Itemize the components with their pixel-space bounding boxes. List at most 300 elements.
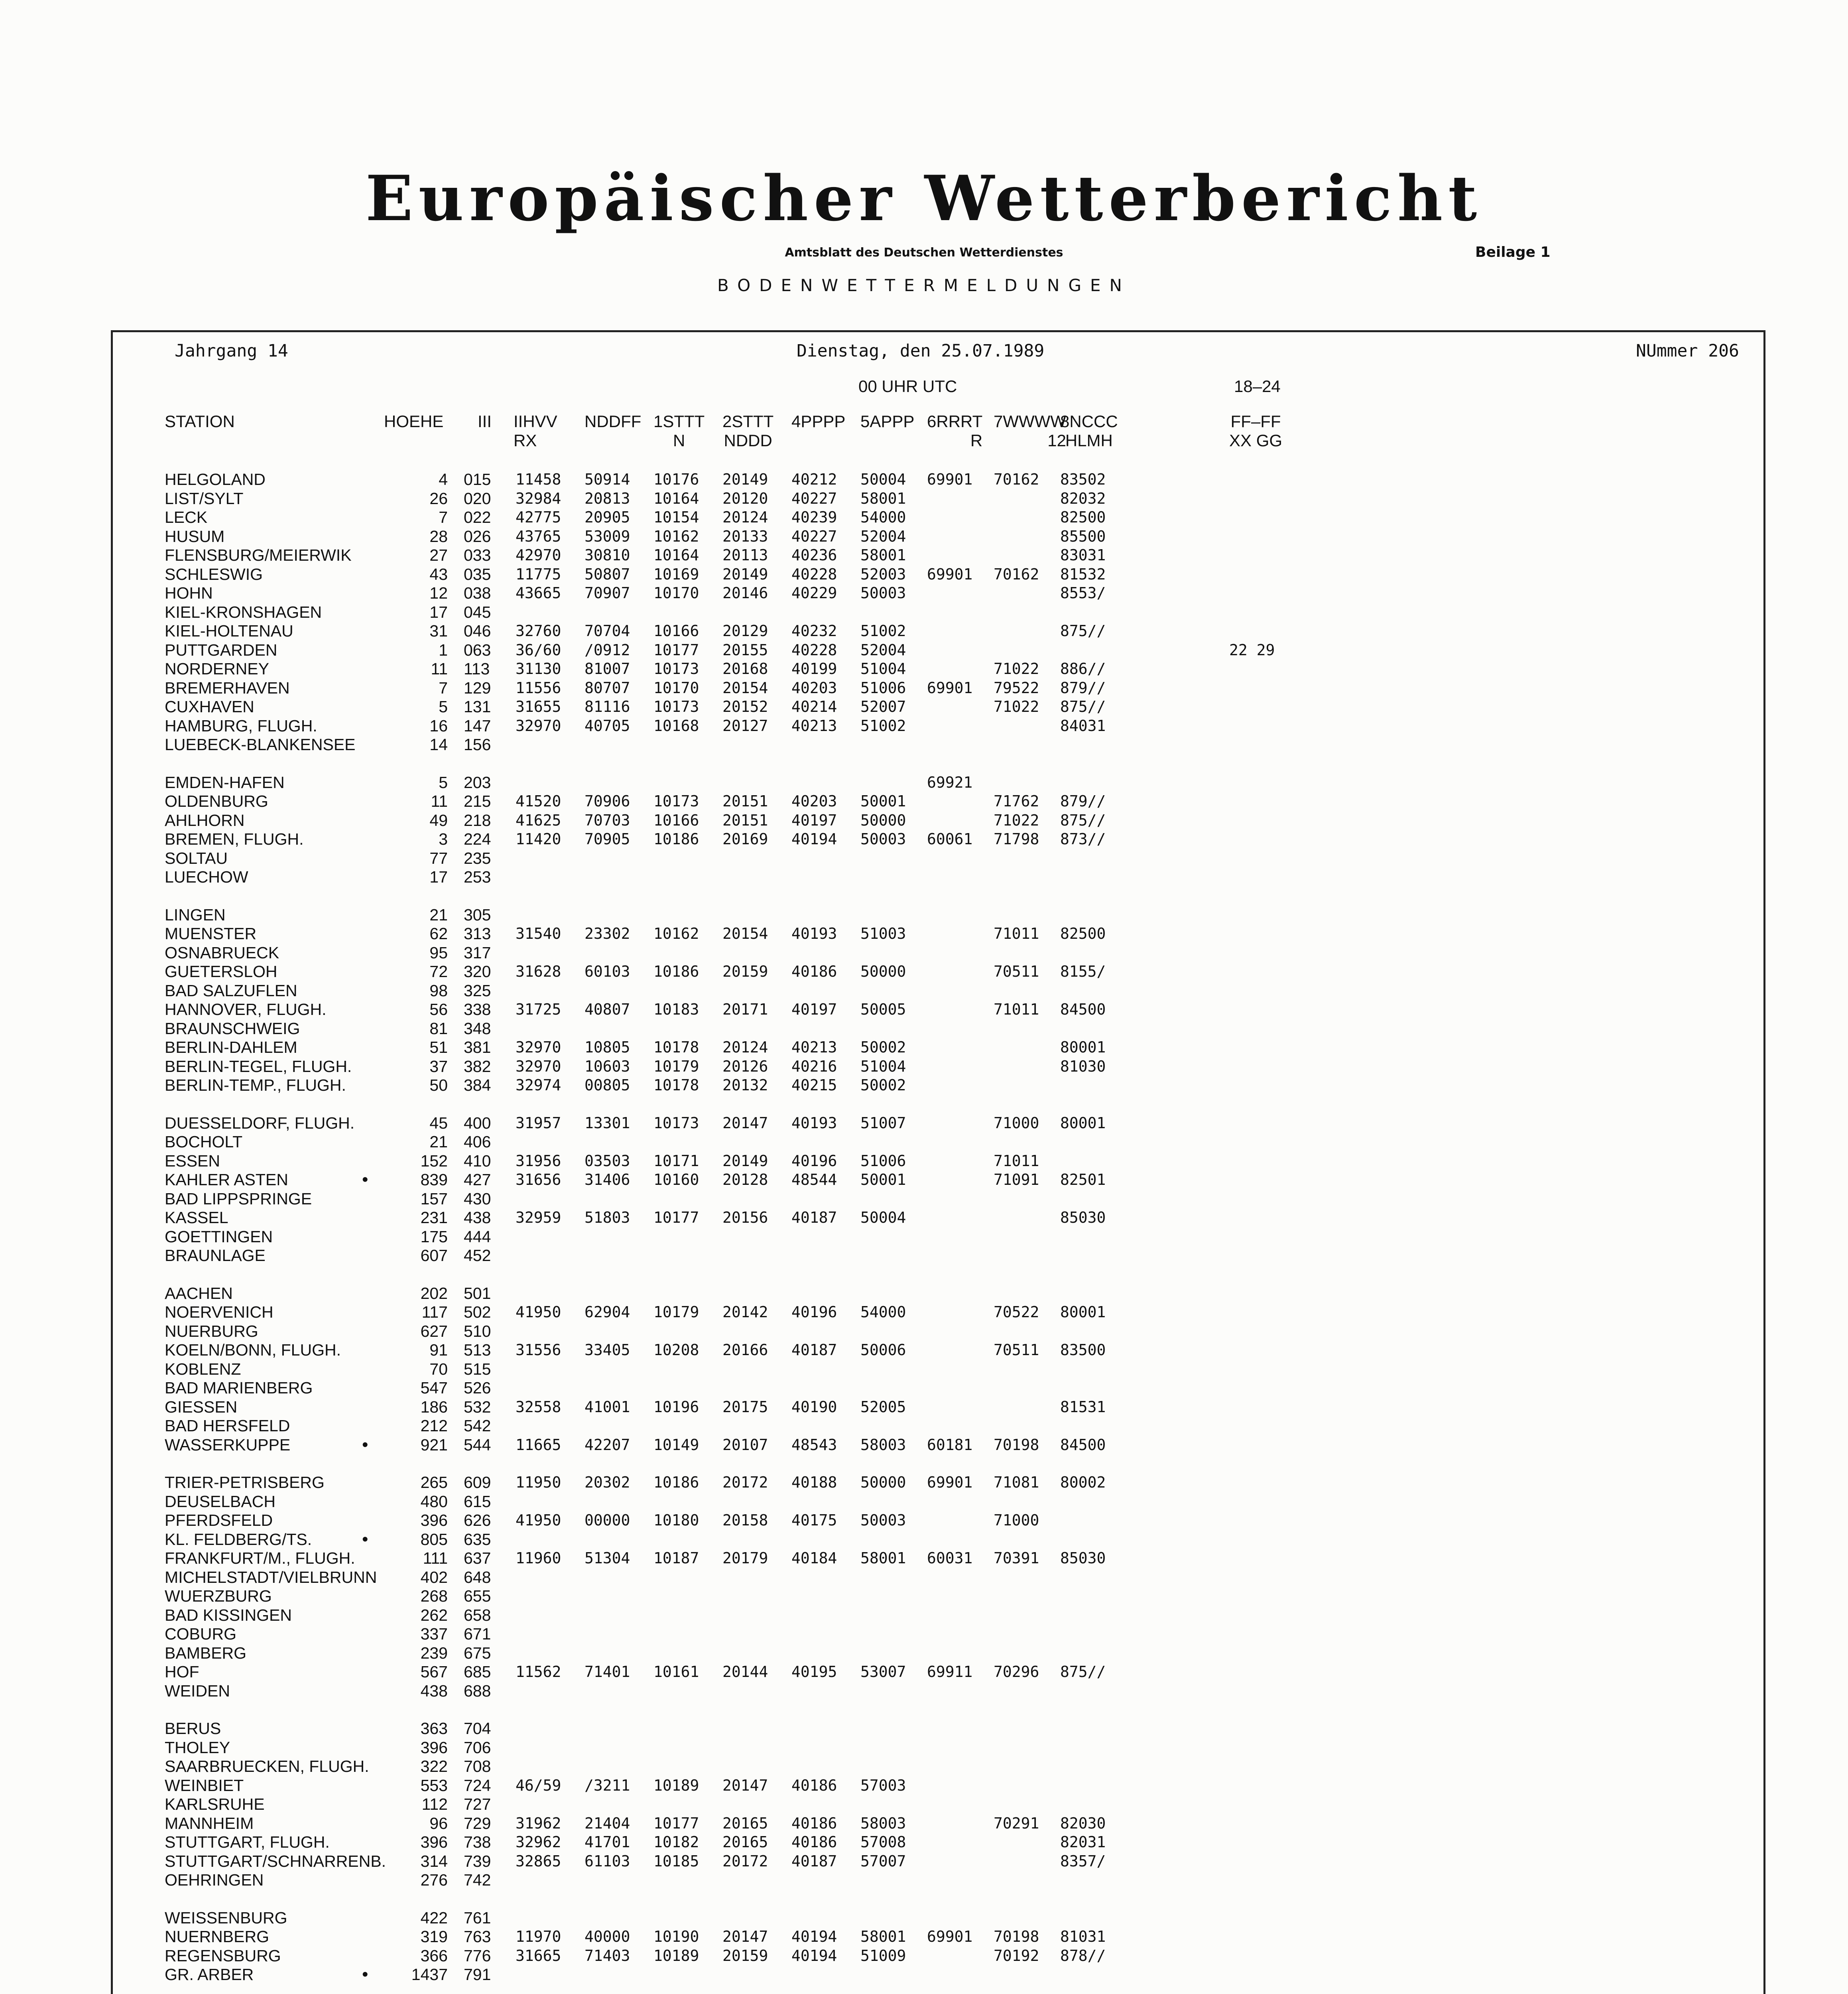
station-height: 265 <box>420 1473 448 1492</box>
code-group: 54000 <box>860 508 906 526</box>
code-group: 50006 <box>860 1341 906 1359</box>
station-name: DUESSELDORF, FLUGH. <box>165 1113 355 1132</box>
table-row <box>113 1246 1763 1265</box>
code-group: 20172 <box>722 1852 768 1870</box>
station-name: KASSEL <box>165 1208 228 1227</box>
code-group: 20154 <box>722 679 768 697</box>
code-group: 10177 <box>653 1209 699 1226</box>
code-group: 41950 <box>516 1511 561 1529</box>
table-row <box>113 1397 1763 1417</box>
station-id: 763 <box>464 1927 491 1946</box>
station-list <box>113 470 1763 1994</box>
code-group: 875// <box>1060 698 1106 715</box>
station-id: 320 <box>464 962 491 981</box>
code-group: 57007 <box>860 1852 906 1870</box>
code-group: 20159 <box>722 1947 768 1964</box>
code-group: 13301 <box>585 1114 630 1132</box>
code-group: 40232 <box>791 622 837 640</box>
code-group: 71011 <box>994 925 1039 942</box>
station-height: 363 <box>420 1719 448 1738</box>
station-height: 5 <box>439 773 448 792</box>
code-group: 00000 <box>585 1511 630 1529</box>
code-group: 57008 <box>860 1833 906 1851</box>
code-group: 71403 <box>585 1947 630 1964</box>
code-group: 80002 <box>1060 1474 1106 1491</box>
code-group: 40175 <box>791 1511 837 1529</box>
station-name: OSNABRUECK <box>165 943 279 962</box>
code-group: 875// <box>1060 622 1106 640</box>
station-name: SOLTAU <box>165 849 228 867</box>
station-id: 526 <box>464 1379 491 1397</box>
table-row <box>113 603 1763 622</box>
table-row <box>113 849 1763 868</box>
code-group: 58001 <box>860 489 906 507</box>
code-group: 20149 <box>722 565 768 583</box>
code-group: 70704 <box>585 622 630 640</box>
code-group: 31665 <box>516 1947 561 1964</box>
station-name: SAARBRUECKEN, FLUGH. <box>165 1757 369 1775</box>
code-group: 51002 <box>860 717 906 735</box>
wind-gust: 22 29 <box>1229 641 1275 659</box>
code-group: 70162 <box>994 565 1039 583</box>
station-name: PUTTGARDEN <box>165 640 277 659</box>
station-height: 28 <box>429 527 448 546</box>
table-row <box>113 1965 1763 1984</box>
code-group: 41701 <box>585 1833 630 1851</box>
code-group: 31725 <box>516 1001 561 1018</box>
table-row <box>113 1738 1763 1757</box>
code-group: 10185 <box>653 1852 699 1870</box>
code-group: 10182 <box>653 1833 699 1851</box>
code-group: 70198 <box>994 1436 1039 1454</box>
station-id: 113 <box>464 660 490 678</box>
table-row <box>113 924 1763 943</box>
station-name: LINGEN <box>165 905 226 924</box>
code-group: 40212 <box>791 471 837 488</box>
station-id: 015 <box>464 470 491 489</box>
code-group: 71011 <box>994 1152 1039 1170</box>
station-height: 268 <box>420 1587 448 1605</box>
code-group: 10162 <box>653 527 699 545</box>
code-group: 20151 <box>722 811 768 829</box>
station-name: SCHLESWIG <box>165 565 263 583</box>
col-header-g3: 1STTT N <box>653 412 705 450</box>
code-group: 10160 <box>653 1171 699 1188</box>
col-header-g6: 5APPP <box>860 412 915 431</box>
table-row <box>113 1340 1763 1360</box>
station-height: 37 <box>429 1057 448 1076</box>
code-group: 70391 <box>994 1549 1039 1567</box>
station-name: HELGOLAND <box>165 470 266 489</box>
station-name: MUENSTER <box>165 924 257 943</box>
table-row <box>113 1322 1763 1341</box>
station-id: 026 <box>464 527 491 546</box>
code-group: 10186 <box>653 1474 699 1491</box>
table-row <box>113 1757 1763 1776</box>
table-row <box>113 792 1763 811</box>
code-group: 71011 <box>994 1001 1039 1018</box>
station-height: 7 <box>439 508 448 526</box>
code-group: 81007 <box>585 660 630 678</box>
table-row <box>113 1795 1763 1814</box>
code-group: 20133 <box>722 527 768 545</box>
station-height: 70 <box>429 1360 448 1378</box>
code-group: 20168 <box>722 660 768 678</box>
station-id: 708 <box>464 1757 491 1775</box>
code-group: 10170 <box>653 584 699 602</box>
code-group: 10173 <box>653 660 699 678</box>
station-height: 77 <box>429 849 448 867</box>
code-group: 53009 <box>585 527 630 545</box>
code-group: 10190 <box>653 1928 699 1945</box>
station-id: 305 <box>464 905 491 924</box>
station-id: 203 <box>464 773 491 792</box>
code-group: 31406 <box>585 1171 630 1188</box>
issue-number: NUmmer 206 <box>1636 341 1739 361</box>
table-row <box>113 508 1763 527</box>
code-group: 11960 <box>516 1549 561 1567</box>
code-group: 20146 <box>722 584 768 602</box>
station-height: 422 <box>420 1908 448 1927</box>
station-height: 212 <box>420 1417 448 1435</box>
code-group: 40215 <box>791 1076 837 1094</box>
station-name: KARLSRUHE <box>165 1795 265 1813</box>
station-name: PFERDSFELD <box>165 1511 273 1529</box>
table-row <box>113 1927 1763 1946</box>
code-group: 60061 <box>927 830 973 848</box>
station-height: 56 <box>429 1000 448 1019</box>
code-group: 20165 <box>722 1833 768 1851</box>
station-height: 17 <box>429 603 448 621</box>
station-name: NUERBURG <box>165 1322 258 1340</box>
code-group: 20128 <box>722 1171 768 1188</box>
code-group: 10603 <box>585 1057 630 1075</box>
code-group: 40228 <box>791 565 837 583</box>
station-id: 045 <box>464 603 491 621</box>
code-group: 11562 <box>516 1663 561 1681</box>
code-group: 32760 <box>516 622 561 640</box>
code-group: 40239 <box>791 508 837 526</box>
code-group: 10169 <box>653 565 699 583</box>
station-id: 626 <box>464 1511 491 1529</box>
station-id: 215 <box>464 792 491 810</box>
station-name: OLDENBURG <box>165 792 268 810</box>
station-name: KL. FELDBERG/TS. <box>165 1530 312 1549</box>
table-row <box>113 1549 1763 1568</box>
station-height: 112 <box>421 1795 448 1813</box>
col-header-g8: 7WWWW 12 <box>994 412 1066 450</box>
code-group: 31956 <box>516 1152 561 1170</box>
table-row <box>113 943 1763 962</box>
document-subtitle: Amtsblatt des Deutschen Wetterdienstes <box>785 246 1063 260</box>
code-group: 8357/ <box>1060 1852 1106 1870</box>
station-id: 510 <box>464 1322 491 1340</box>
code-group: 69901 <box>927 471 973 488</box>
station-name: BAMBERG <box>165 1643 247 1662</box>
code-group: 20147 <box>722 1114 768 1132</box>
station-id: 147 <box>464 716 491 735</box>
station-height: 7 <box>439 678 448 697</box>
station-id: 382 <box>464 1057 491 1076</box>
station-name: KOBLENZ <box>165 1360 241 1378</box>
mountain-station-marker: • <box>362 1434 368 1454</box>
code-group: 52003 <box>860 565 906 583</box>
code-group: 10186 <box>653 830 699 848</box>
table-row <box>113 1132 1763 1151</box>
code-group: 40194 <box>791 1947 837 1964</box>
code-group: 8553/ <box>1060 584 1106 602</box>
code-group: 69901 <box>927 1474 973 1491</box>
station-name: FLENSBURG/MEIERWIK <box>165 546 352 564</box>
code-group: 52004 <box>860 641 906 659</box>
code-group: 84031 <box>1060 717 1106 735</box>
table-row <box>113 1719 1763 1738</box>
code-group: 40194 <box>791 1928 837 1945</box>
code-group: 11420 <box>516 830 561 848</box>
station-name: BERUS <box>165 1719 221 1738</box>
station-height: 1 <box>439 640 448 659</box>
code-group: 50004 <box>860 471 906 488</box>
station-name: DEUSELBACH <box>165 1492 276 1511</box>
code-group: 20107 <box>722 1436 768 1454</box>
code-group: 10168 <box>653 717 699 735</box>
col-header-g7: 6RRRT R <box>927 412 983 450</box>
station-height: 396 <box>420 1738 448 1757</box>
code-group: 20113 <box>722 546 768 564</box>
code-group: 40228 <box>791 641 837 659</box>
station-height: 175 <box>420 1227 448 1246</box>
station-height: 11 <box>431 792 448 810</box>
station-id: 253 <box>464 868 491 886</box>
station-id: 637 <box>464 1549 491 1567</box>
code-group: 41001 <box>585 1398 630 1416</box>
code-group: 20124 <box>722 508 768 526</box>
code-group: 11970 <box>516 1928 561 1945</box>
station-id: 648 <box>464 1568 491 1586</box>
code-group: 57003 <box>860 1776 906 1794</box>
code-group: 10178 <box>653 1076 699 1094</box>
code-group: 20302 <box>585 1474 630 1491</box>
table-row <box>113 1019 1763 1038</box>
station-height: 438 <box>420 1681 448 1700</box>
station-name: NOERVENICH <box>165 1303 274 1321</box>
station-name: BAD SALZUFLEN <box>165 981 297 1000</box>
table-row <box>113 1378 1763 1397</box>
code-group: 23302 <box>585 925 630 942</box>
station-height: 96 <box>429 1814 448 1832</box>
table-row <box>113 735 1763 754</box>
table-row <box>113 1360 1763 1379</box>
code-group: 20155 <box>722 641 768 659</box>
station-name: BOCHOLT <box>165 1133 243 1151</box>
station-name: NORDERNEY <box>165 660 269 678</box>
table-row <box>113 716 1763 735</box>
code-group: 32962 <box>516 1833 561 1851</box>
table-row <box>113 583 1763 603</box>
station-id: 338 <box>464 1000 491 1019</box>
station-name: HOF <box>165 1663 199 1681</box>
table-row <box>113 1776 1763 1795</box>
code-group: 50807 <box>585 565 630 583</box>
code-group: 80001 <box>1060 1038 1106 1056</box>
table-row <box>113 527 1763 546</box>
code-group: 10161 <box>653 1663 699 1681</box>
code-group: 50001 <box>860 1171 906 1188</box>
station-id: 685 <box>464 1663 491 1681</box>
station-name: STUTTGART/SCHNARRENB. <box>165 1852 386 1870</box>
col-header-g9: 8NCCC HLMH <box>1060 412 1118 450</box>
code-group: 20156 <box>722 1209 768 1226</box>
code-group: 40187 <box>791 1852 837 1870</box>
station-name: BREMEN, FLUGH. <box>165 830 304 848</box>
code-group: 61103 <box>585 1852 630 1870</box>
code-group: 31628 <box>516 963 561 980</box>
code-group: 10149 <box>653 1436 699 1454</box>
station-name: BAD KISSINGEN <box>165 1606 292 1624</box>
code-group: 31656 <box>516 1171 561 1188</box>
code-group: /3211 <box>585 1776 630 1794</box>
code-group: 20132 <box>722 1076 768 1094</box>
code-group: 52004 <box>860 527 906 545</box>
station-name: KOELN/BONN, FLUGH. <box>165 1341 341 1359</box>
table-row <box>113 1852 1763 1871</box>
code-group: 41625 <box>516 811 561 829</box>
station-id: 235 <box>464 849 491 867</box>
code-group: 83502 <box>1060 471 1106 488</box>
period-label: 18–24 <box>1234 377 1281 396</box>
code-group: 69901 <box>927 565 973 583</box>
station-height: 3 <box>439 830 448 848</box>
code-group: 51004 <box>860 1057 906 1075</box>
station-height: 319 <box>420 1927 448 1946</box>
station-id: 313 <box>464 924 491 943</box>
station-height: 72 <box>429 962 448 981</box>
table-row <box>113 1227 1763 1246</box>
code-group: 11556 <box>516 679 561 697</box>
station-name: LECK <box>165 508 208 526</box>
station-id: 156 <box>464 735 491 754</box>
code-group: 10177 <box>653 1814 699 1832</box>
code-group: 41950 <box>516 1303 561 1321</box>
station-height: 111 <box>423 1549 448 1567</box>
table-row <box>113 1057 1763 1076</box>
code-group: 50000 <box>860 1474 906 1491</box>
code-group: 82501 <box>1060 1171 1106 1188</box>
station-id: 544 <box>464 1435 491 1454</box>
code-group: 40196 <box>791 1152 837 1170</box>
station-height: 480 <box>420 1492 448 1511</box>
col-header-station: STATION <box>165 412 235 431</box>
code-group: 58001 <box>860 1928 906 1945</box>
section-title: BODENWETTERMELDUNGEN <box>717 276 1131 295</box>
code-group: 51007 <box>860 1114 906 1132</box>
code-group: 40193 <box>791 925 837 942</box>
station-height: 1437 <box>411 1965 448 1984</box>
station-name: MANNHEIM <box>165 1814 254 1832</box>
station-height: 27 <box>429 546 448 564</box>
station-height: 627 <box>420 1322 448 1340</box>
code-group: 00805 <box>585 1076 630 1094</box>
code-group: 84500 <box>1060 1001 1106 1018</box>
station-height: 4 <box>439 470 448 489</box>
code-group: 58003 <box>860 1814 906 1832</box>
code-group: 42775 <box>516 508 561 526</box>
station-id: 381 <box>464 1038 491 1056</box>
station-name: GOETTINGEN <box>165 1227 273 1246</box>
table-row <box>113 1530 1763 1549</box>
station-name: HANNOVER, FLUGH. <box>165 1000 327 1019</box>
station-name: BERLIN-DAHLEM <box>165 1038 297 1056</box>
table-row <box>113 1662 1763 1681</box>
code-group: 51304 <box>585 1549 630 1567</box>
code-group: 71000 <box>994 1511 1039 1529</box>
station-id: 776 <box>464 1946 491 1965</box>
station-id: 704 <box>464 1719 491 1738</box>
table-row <box>113 962 1763 981</box>
code-group: 11950 <box>516 1474 561 1491</box>
code-group: 20158 <box>722 1511 768 1529</box>
code-group: 03503 <box>585 1152 630 1170</box>
station-id: 218 <box>464 811 491 830</box>
code-group: 80707 <box>585 679 630 697</box>
code-group: 50001 <box>860 792 906 810</box>
station-id: 515 <box>464 1360 491 1378</box>
code-group: 31957 <box>516 1114 561 1132</box>
code-group: 70907 <box>585 584 630 602</box>
code-group: 36/60 <box>516 641 561 659</box>
table-row <box>113 1038 1763 1057</box>
code-group: 50002 <box>860 1038 906 1056</box>
station-name: HUSUM <box>165 527 225 546</box>
station-id: 727 <box>464 1795 491 1813</box>
station-name: KIEL-HOLTENAU <box>165 622 293 640</box>
code-group: 51006 <box>860 679 906 697</box>
station-id: 513 <box>464 1341 491 1359</box>
col-header-g5: 4PPPP <box>791 412 846 431</box>
station-id: 063 <box>464 640 491 659</box>
station-name: BAD HERSFELD <box>165 1417 290 1435</box>
mountain-station-marker: • <box>362 1170 368 1189</box>
station-id: 658 <box>464 1606 491 1624</box>
station-height: 202 <box>420 1284 448 1302</box>
station-id: 444 <box>464 1227 491 1246</box>
code-group: 70511 <box>994 963 1039 980</box>
table-row <box>113 697 1763 716</box>
table-row <box>113 1284 1763 1303</box>
station-height: 276 <box>420 1871 448 1889</box>
code-group: 69901 <box>927 1928 973 1945</box>
code-group: 54000 <box>860 1303 906 1321</box>
code-group: 71022 <box>994 698 1039 715</box>
station-name: EMDEN-HAFEN <box>165 773 285 792</box>
code-group: 62904 <box>585 1303 630 1321</box>
code-group: 31540 <box>516 925 561 942</box>
code-group: 80001 <box>1060 1114 1106 1132</box>
code-group: 71022 <box>994 811 1039 829</box>
code-group: 82030 <box>1060 1814 1106 1832</box>
code-group: 79522 <box>994 679 1039 697</box>
station-id: 609 <box>464 1473 491 1492</box>
station-name: HAMBURG, FLUGH. <box>165 716 317 735</box>
table-row <box>113 1170 1763 1189</box>
code-group: 69901 <box>927 679 973 697</box>
code-group: 40213 <box>791 717 837 735</box>
code-group: 10179 <box>653 1303 699 1321</box>
station-name: WEINBIET <box>165 1776 244 1795</box>
table-row <box>113 565 1763 584</box>
code-group: 20124 <box>722 1038 768 1056</box>
station-height: 805 <box>420 1530 448 1549</box>
